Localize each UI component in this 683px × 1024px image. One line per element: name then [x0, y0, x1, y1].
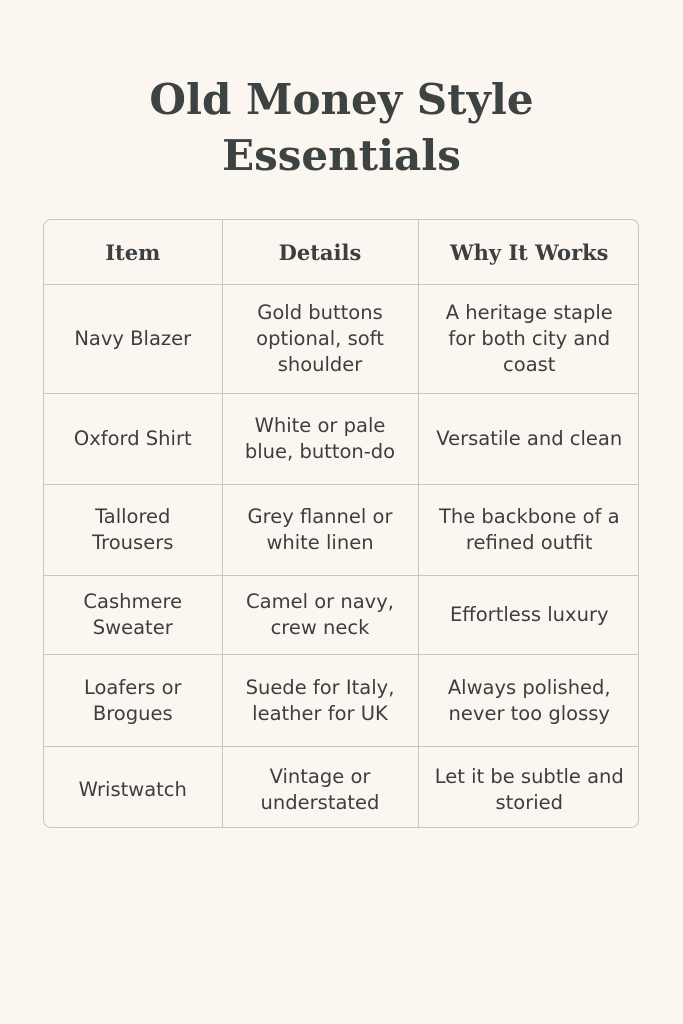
- table-row: [44, 285, 639, 394]
- cell-details: Grey flannel or white linen: [222, 485, 418, 576]
- cell-why-it-works: The backbone of a refined outfit: [418, 485, 639, 576]
- page-title-line-1: Old Money Style: [149, 75, 534, 124]
- cell-details: Suede for Italy, leather for UK: [222, 655, 418, 747]
- page-title: [0, 72, 683, 184]
- table-row: [44, 747, 639, 829]
- cell-why-it-works: Versatile and clean: [418, 394, 639, 485]
- cell-item: Loafers or Brogues: [44, 655, 222, 747]
- cell-details: White or pale blue, button-do: [222, 394, 418, 485]
- table-row: [44, 576, 639, 655]
- cell-item: Oxford Shirt: [44, 394, 222, 485]
- column-header-details: Details: [222, 220, 418, 285]
- column-header-item: Item: [44, 220, 222, 285]
- table-row: [44, 394, 639, 485]
- cell-details: Camel or navy, crew neck: [222, 576, 418, 655]
- cell-details: Gold buttons optional, soft shoulder: [222, 285, 418, 394]
- table-header-row: [44, 220, 639, 285]
- cell-item: Cashmere Sweater: [44, 576, 222, 655]
- table-row: [44, 485, 639, 576]
- page-title-line-2: Essentials: [222, 131, 461, 180]
- column-header-why-it-works: Why It Works: [418, 220, 639, 285]
- cell-item: Navy Blazer: [44, 285, 222, 394]
- table-row: [44, 655, 639, 747]
- cell-why-it-works: Effortless luxury: [418, 576, 639, 655]
- cell-item: Tallored Trousers: [44, 485, 222, 576]
- cell-item: Wristwatch: [44, 747, 222, 829]
- cell-why-it-works: Always polished, never too glossy: [418, 655, 639, 747]
- cell-details: Vintage or understated: [222, 747, 418, 829]
- essentials-table: [43, 219, 639, 828]
- cell-why-it-works: Let it be subtle and storied: [418, 747, 639, 829]
- cell-why-it-works: A heritage staple for both city and coast: [418, 285, 639, 394]
